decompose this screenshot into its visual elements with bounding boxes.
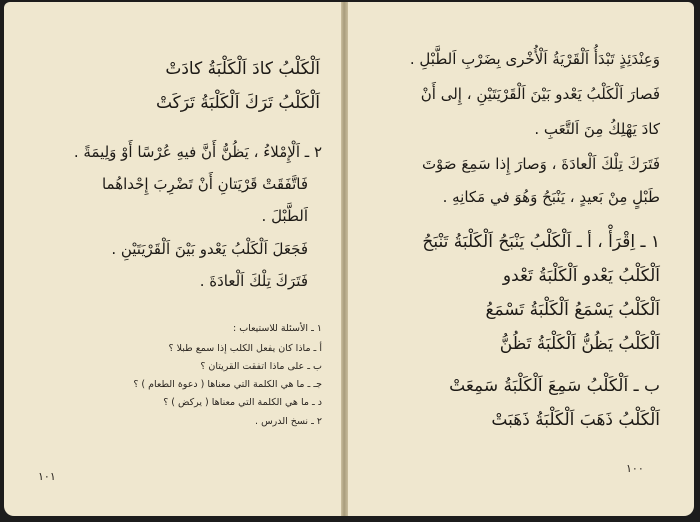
- question-a: أ ـ ماذا كان يفعل الكلب إذا سمع طبلا ؟: [168, 343, 322, 354]
- question-c: جـ ـ ما هي الكلمة التي معناها ( دعوة الطعام ) ؟: [133, 379, 322, 390]
- question-d: د ـ ما هي الكلمة التي معناها ( يركض ) ؟: [163, 397, 322, 408]
- right-line-1: وَعِنْدَئِذٍ تَبْدَأُ اَلْقَرْيَةُ اَلْأُخْرى بِضَرْبِ اَلطَّبْلِ .: [409, 50, 660, 68]
- exercise-line-2: اَلْكَلْبُ يَعْدو اَلْكَلْبَةُ تَعْدو: [502, 266, 660, 286]
- left-page-number: ١٠١: [38, 470, 56, 483]
- left-line-4: فَاتَّفَقَتْ قَرْيَتانِ أَنْ تَضْرِبَ إِحْداهُما: [101, 175, 308, 193]
- right-line-3: كادَ يَهْلِكُ مِنَ اَلتَّعَبِ .: [534, 120, 660, 138]
- left-page: [4, 2, 343, 516]
- left-line-6: فَجَعَلَ اَلْكَلْبُ يَعْدو بَيْنَ اَلْقَرْيَتَيْنِ .: [111, 240, 308, 258]
- right-page-number: ١٠٠: [626, 462, 644, 475]
- right-line-4: فَتَرَكَ تِلْكَ اَلْعادَةَ ، وَصارَ إِذا سَمِعَ صَوْتَ: [421, 155, 660, 173]
- question-b: ب ـ على ماذا اتفقت القريتان ؟: [200, 361, 322, 372]
- left-line-1: اَلْكَلْبُ كادَ اَلْكَلْبَةُ كادَتْ: [165, 59, 320, 79]
- question-heading: ١ ـ الأسئلة للاستيعاب :: [233, 323, 322, 334]
- right-line-5: طَبْلٍ مِنْ بَعيدٍ ، يَنْبَحُ وَهُوَ في مَكانِهِ .: [442, 188, 660, 206]
- left-line-3: ٢ ـ اَلْإِمْلاءُ ، يَظُنُّ أَنَّ فيهِ عُرْسًا أَوْ وَلِيمَةً .: [73, 143, 322, 161]
- left-line-2: اَلْكَلْبُ تَرَكَ اَلْكَلْبَةُ تَرَكَتْ: [155, 93, 320, 113]
- exercise-line-4: اَلْكَلْبُ يَظُنُّ اَلْكَلْبَةُ تَظُنُّ: [499, 334, 660, 354]
- exercise-line-3: اَلْكَلْبُ يَسْمَعُ اَلْكَلْبَةُ تَسْمَعُ: [485, 300, 660, 320]
- exercise-line-6: اَلْكَلْبُ ذَهَبَ اَلْكَلْبَةُ ذَهَبَتْ: [491, 410, 660, 430]
- left-line-7: فَتَرَكَ تِلْكَ اَلْعادَةَ .: [199, 272, 308, 290]
- exercise-line-5: ب ـ اَلْكَلْبُ سَمِعَ اَلْكَلْبَةُ سَمِعَتْ: [449, 376, 660, 396]
- copy-lesson: ٢ ـ نسخ الدرس .: [255, 416, 322, 427]
- exercise-line-1: ١ ـ اِقْرَأْ ، أ ـ اَلْكَلْبُ يَنْبَحُ اَلْكَلْبَةُ تَنْبَحُ: [422, 232, 660, 252]
- right-line-2: فَصارَ اَلْكَلْبُ يَعْدو بَيْنَ اَلْقَرْيَتَيْنِ ، إِلى أَنْ: [420, 85, 660, 103]
- right-page: [346, 2, 694, 516]
- left-line-5: اَلطَّبْلَ .: [261, 207, 308, 225]
- book-gutter: [341, 2, 348, 516]
